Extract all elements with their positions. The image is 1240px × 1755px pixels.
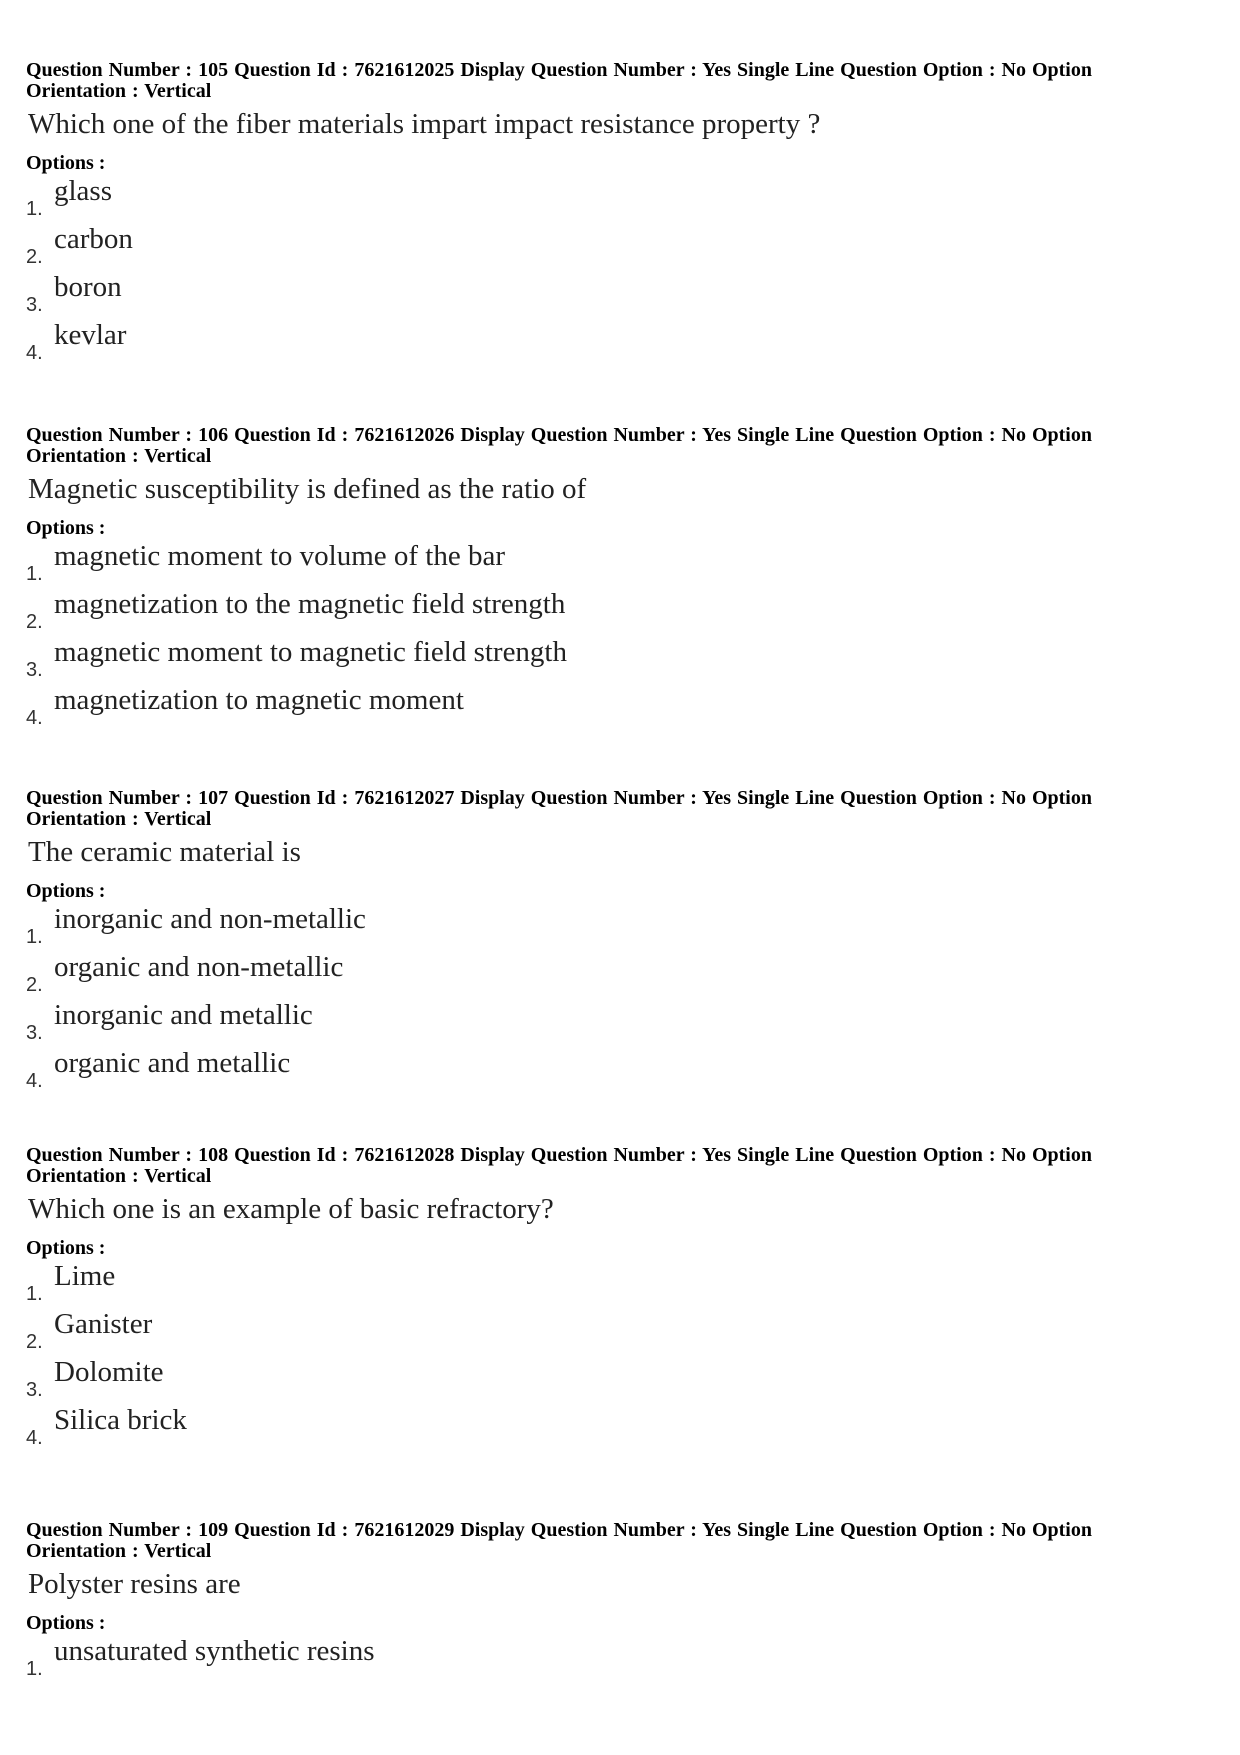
option-number: 2. xyxy=(26,246,43,268)
option-item xyxy=(26,1307,1216,1355)
options-label: Options : xyxy=(26,517,106,539)
question-meta-line: Orientation : Vertical xyxy=(26,1540,212,1562)
option-number: 4. xyxy=(26,342,43,364)
question-block xyxy=(26,425,1216,731)
question-meta-line: Orientation : Vertical xyxy=(26,808,212,830)
option-text: organic and non-metallic xyxy=(54,951,344,983)
option-item xyxy=(26,635,1216,683)
question-meta-line: Question Number : 107 Question Id : 7621612027 Display Question Number : Yes Single Line Question Option : No Option xyxy=(26,787,1092,809)
option-text: magnetization to magnetic moment xyxy=(54,684,464,716)
option-item xyxy=(26,539,1216,587)
option-number: 1. xyxy=(26,926,43,948)
option-text: unsaturated synthetic resins xyxy=(54,1635,375,1667)
options-list xyxy=(26,539,1216,731)
option-item xyxy=(26,587,1216,635)
option-item xyxy=(26,222,1216,270)
option-text: organic and metallic xyxy=(54,1047,291,1079)
options-label: Options : xyxy=(26,1612,106,1634)
options-label: Options : xyxy=(26,1237,106,1259)
option-number: 1. xyxy=(26,563,43,585)
question-text: Polyster resins are xyxy=(28,1568,241,1600)
option-number: 2. xyxy=(26,1331,43,1353)
option-number: 3. xyxy=(26,1022,43,1044)
option-item xyxy=(26,1046,1216,1094)
question-meta-line: Question Number : 106 Question Id : 7621612026 Display Question Number : Yes Single Line Question Option : No Option xyxy=(26,424,1092,446)
option-item xyxy=(26,683,1216,731)
question-text: The ceramic material is xyxy=(28,836,301,868)
option-number: 1. xyxy=(26,198,43,220)
option-text: Lime xyxy=(54,1260,116,1292)
question-meta-line: Question Number : 108 Question Id : 7621612028 Display Question Number : Yes Single Line Question Option : No Option xyxy=(26,1144,1092,1166)
option-text: carbon xyxy=(54,223,133,255)
option-text: inorganic and non-metallic xyxy=(54,903,366,935)
option-text: Ganister xyxy=(54,1308,153,1340)
options-label: Options : xyxy=(26,880,106,902)
options-label: Options : xyxy=(26,152,106,174)
question-meta-line: Orientation : Vertical xyxy=(26,80,212,102)
options-list xyxy=(26,902,1216,1094)
question-text: Which one of the fiber materials impart impact resistance property ? xyxy=(28,108,821,140)
options-list xyxy=(26,1634,1216,1682)
option-text: glass xyxy=(54,175,112,207)
option-number: 2. xyxy=(26,611,43,633)
option-number: 4. xyxy=(26,1070,43,1092)
question-block xyxy=(26,1145,1216,1451)
option-text: inorganic and metallic xyxy=(54,999,313,1031)
question-meta-line: Question Number : 105 Question Id : 7621612025 Display Question Number : Yes Single Line Question Option : No Option xyxy=(26,59,1092,81)
option-text: Silica brick xyxy=(54,1404,187,1436)
option-number: 1. xyxy=(26,1283,43,1305)
question-meta-line: Orientation : Vertical xyxy=(26,1165,212,1187)
option-text: boron xyxy=(54,271,122,303)
option-number: 4. xyxy=(26,707,43,729)
option-item xyxy=(26,902,1216,950)
option-number: 4. xyxy=(26,1427,43,1449)
option-number: 1. xyxy=(26,1658,43,1680)
option-number: 3. xyxy=(26,1379,43,1401)
question-text: Which one is an example of basic refractory? xyxy=(28,1193,554,1225)
option-item xyxy=(26,998,1216,1046)
option-text: kevlar xyxy=(54,319,127,351)
option-item xyxy=(26,950,1216,998)
question-meta-line: Orientation : Vertical xyxy=(26,445,212,467)
question-block xyxy=(26,1520,1216,1682)
options-list xyxy=(26,174,1216,366)
question-text: Magnetic susceptibility is defined as the ratio of xyxy=(28,473,587,505)
option-item xyxy=(26,1403,1216,1451)
question-block xyxy=(26,60,1216,366)
option-text: magnetic moment to magnetic field strength xyxy=(54,636,567,668)
question-meta-line: Question Number : 109 Question Id : 7621612029 Display Question Number : Yes Single Line Question Option : No Option xyxy=(26,1519,1092,1541)
option-item xyxy=(26,1634,1216,1682)
option-number: 3. xyxy=(26,659,43,681)
option-text: magnetic moment to volume of the bar xyxy=(54,540,505,572)
option-item xyxy=(26,270,1216,318)
option-item xyxy=(26,174,1216,222)
option-number: 2. xyxy=(26,974,43,996)
options-list xyxy=(26,1259,1216,1451)
option-item xyxy=(26,318,1216,366)
option-item xyxy=(26,1259,1216,1307)
option-text: Dolomite xyxy=(54,1356,164,1388)
option-item xyxy=(26,1355,1216,1403)
question-block xyxy=(26,788,1216,1094)
option-number: 3. xyxy=(26,294,43,316)
option-text: magnetization to the magnetic field strength xyxy=(54,588,566,620)
